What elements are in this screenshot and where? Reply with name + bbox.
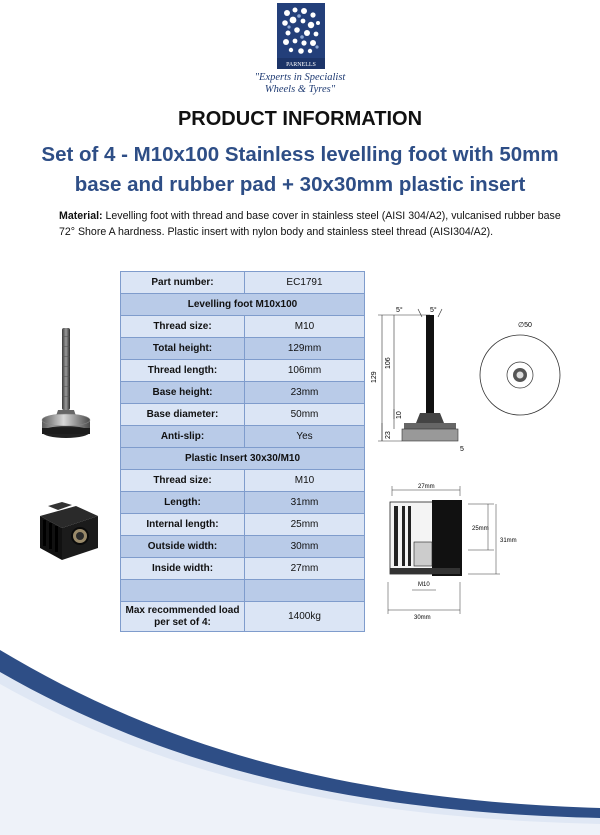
plastic-insert-drawing (384, 482, 544, 622)
product-title (20, 140, 580, 200)
parnells-logo (277, 3, 325, 69)
part-number-label: Part number: (121, 272, 245, 294)
spec-label: Total height: (121, 338, 245, 360)
spec-label: Internal length: (121, 514, 245, 536)
spec-value: 30mm (245, 536, 365, 558)
dim-129-label: 129 (371, 371, 378, 383)
spec-label: Thread length: (121, 360, 245, 382)
dim-106-label: 106 (385, 357, 392, 369)
table-row (121, 382, 365, 404)
dim-m10-label: M10 (418, 582, 430, 588)
spec-value: 129mm (245, 338, 365, 360)
material-text: Levelling foot with thread and base cover in stainless steel (AISI 304/A2), vulcanised rubber base 72° Shore A hardness. Plastic insert with nylon body and stainless steel thread (AISI304/A2). (59, 210, 561, 238)
levelling-foot-drawing (370, 305, 570, 455)
dim-31-label: 31mm (500, 538, 517, 544)
part-number-value: EC1791 (245, 272, 365, 294)
table-row (121, 602, 365, 632)
section-header-insert (121, 448, 365, 470)
spec-label: Inside width: (121, 558, 245, 580)
section-title-insert: Plastic Insert 30x30/M10 (121, 448, 365, 470)
spec-value: 27mm (245, 558, 365, 580)
spec-label: Base diameter: (121, 404, 245, 426)
spec-value: M10 (245, 316, 365, 338)
dim-10-label: 10 (396, 411, 403, 419)
spec-value: 23mm (245, 382, 365, 404)
max-load-label-line1: Max recommended load (125, 604, 240, 616)
max-load-label (121, 602, 245, 632)
angle-left-label: 5° (396, 307, 403, 314)
spec-label: Length: (121, 492, 245, 514)
dim-5-label: 5 (460, 446, 464, 453)
spec-value: Yes (245, 426, 365, 448)
dim-23-label: 23 (385, 431, 392, 439)
max-load-value: 1400kg (245, 602, 365, 632)
spec-label: Thread size: (121, 470, 245, 492)
spec-value: 25mm (245, 514, 365, 536)
tagline-line1: "Experts in Specialist (254, 72, 346, 83)
table-row (121, 338, 365, 360)
table-row (121, 426, 365, 448)
table-row (121, 536, 365, 558)
table-row (121, 470, 365, 492)
tagline-line2: Wheels & Tyres" (264, 84, 336, 95)
spec-value: 106mm (245, 360, 365, 382)
table-row (121, 492, 365, 514)
max-load-label-line2: per set of 4: (154, 616, 211, 628)
table-row (121, 558, 365, 580)
section-title-foot: Levelling foot M10x100 (121, 294, 365, 316)
material-label: Material: (59, 210, 103, 222)
levelling-foot-image (36, 326, 96, 444)
spec-value: 50mm (245, 404, 365, 426)
table-row (121, 272, 365, 294)
tagline (0, 72, 600, 96)
spec-label: Thread size: (121, 316, 245, 338)
product-title-line2: base and rubber pad + 30x30mm plastic insert (74, 173, 526, 196)
dim-30-label: 30mm (414, 615, 431, 621)
empty-cell (121, 580, 245, 602)
table-row (121, 316, 365, 338)
section-header-foot (121, 294, 365, 316)
plastic-insert-image (36, 498, 104, 564)
empty-cell (245, 580, 365, 602)
spec-table (120, 271, 365, 632)
product-information-heading: PRODUCT INFORMATION (177, 108, 423, 130)
material-description (59, 209, 579, 240)
spec-label: Anti-slip: (121, 426, 245, 448)
dim-27-label: 27mm (418, 484, 435, 490)
spec-value: 31mm (245, 492, 365, 514)
product-title-line1: Set of 4 - M10x100 Stainless levelling foot with 50mm (41, 143, 559, 166)
table-row (121, 404, 365, 426)
logo-text: PARNELLS (286, 62, 316, 68)
spec-label: Base height: (121, 382, 245, 404)
diameter-label: ∅50 (518, 322, 532, 329)
decorative-wave (0, 640, 600, 835)
table-row (121, 514, 365, 536)
spec-value: M10 (245, 470, 365, 492)
table-row (121, 360, 365, 382)
spec-label: Outside width: (121, 536, 245, 558)
angle-right-label: 5° (430, 307, 437, 314)
dim-25-label: 25mm (472, 526, 489, 532)
table-row-empty (121, 580, 365, 602)
